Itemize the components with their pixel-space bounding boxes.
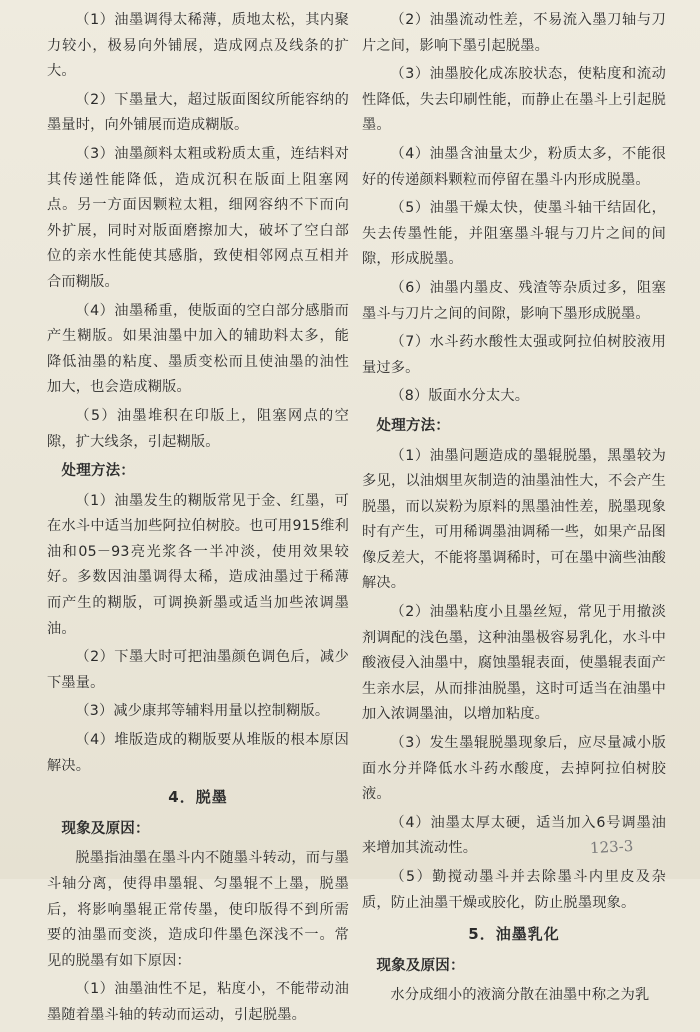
paragraph: （4）油墨含油量太少，粉质太多，不能很好的传递颜料颗粒而停留在墨斗内形成脱墨。 <box>362 145 666 188</box>
section-title-ink-stripping: 4．脱墨 <box>168 788 228 807</box>
paragraph: （1）油墨问题造成的墨辊脱墨，黑墨较为多见，以油烟里灰制造的油墨油性大，不会产生脱墨，而以炭粉为原料的黑墨油性差，脱墨现象时有产生，可用稀调墨油调稀一些，如果产品图像反差大，不能将墨调稀时，可在墨中滴些油酸解决。 <box>362 447 666 592</box>
paragraph: （5）勤搅动墨斗并去除墨斗内里皮及杂质，防止油墨干燥或胶化，防止脱墨现象。 <box>362 869 666 911</box>
subheading-phenomena: 现象及原因： <box>376 957 465 974</box>
section-title-ink-emulsification: 5．油墨乳化 <box>468 925 560 944</box>
paragraph: （2）油墨粘度小且墨丝短，常见于用撤淡剂调配的浅色墨，这种油墨极容易乳化，水斗中酸液侵入油墨中，腐蚀墨辊表面，使墨辊表面产生亲水层，从而排油脱墨，这时可适当在油墨中加入浓调墨油，以增加粘度。 <box>362 604 666 723</box>
paragraph: （6）油墨内墨皮、残渣等杂质过多，阻塞墨斗与刀片之间的间隙，影响下墨形成脱墨。 <box>362 279 666 322</box>
paragraph: 水分成细小的液滴分散在油墨中称之为乳 <box>390 987 650 1004</box>
paragraph: （1）油墨调得太稀薄，质地太松，其内聚力较小，极易向外铺展，造成网点及线条的扩大。 <box>47 12 349 80</box>
paragraph: （8）版面水分太大。 <box>390 388 530 405</box>
subheading-phenomena: 现象及原因： <box>61 820 150 837</box>
paragraph: （3）减少康邦等辅料用量以控制糊版。 <box>75 703 330 720</box>
paragraph: （5）油墨干燥太快，使墨斗轴干结固化，失去传墨性能，并阻塞墨斗辊与刀片之间的间隙，形成脱墨。 <box>362 200 666 268</box>
paragraph: （5）油墨堆积在印版上，阻塞网点的空隙，扩大线条，引起糊版。 <box>47 407 349 450</box>
paragraph: （2）下墨量大，超过版面图纹所能容纳的墨量时，向外铺展而造成糊版。 <box>47 91 349 134</box>
paragraph: （3）发生墨辊脱墨现象后，应尽量减小版面水分并降低水斗药水酸度，去掉阿拉伯树胶液。 <box>362 735 666 803</box>
paragraph: （3）油墨颜料太粗或粉质太重，连结料对其传递性能降低，造成沉积在版面上阻塞网点。另一方面因颗粒太粗，细网容纳不下而向外扩展，同时对版面磨擦加大，破坏了空白部位的亲水性能使其感脂，致使相邻网点互相并合而糊版。 <box>47 145 349 290</box>
paragraph: （4）堆版造成的糊版要从堆版的根本原因解决。 <box>47 732 349 774</box>
left-column <box>47 8 349 1032</box>
paragraph: （3）油墨胶化成冻胶状态，使粘度和流动性降低，失去印刷性能，而静止在墨斗上引起脱墨。 <box>362 66 666 134</box>
paragraph: （2）油墨流动性差，不易流入墨刀轴与刀片之间，影响下墨引起脱墨。 <box>362 12 666 54</box>
paragraph: （4）油墨稀重，使版面的空白部分感脂而产生糊版。如果油墨中加入的辅助料太多，能降低油墨的粘度、墨质变松而且使油墨的油性加大，也会造成糊版。 <box>47 302 349 396</box>
paragraph: （1）油墨油性不足，粘度小，不能带动油墨随着墨斗轴的转动而运动，引起脱墨。 <box>47 981 349 1023</box>
handwritten-page-mark: 123-3 <box>589 836 634 858</box>
paragraph: （7）水斗药水酸性太强或阿拉伯树胶液用量过多。 <box>362 334 666 376</box>
paragraph: 脱墨指油墨在墨斗内不随墨斗转动，而与墨斗轴分离，使得串墨辊、匀墨辊不上墨，脱墨后，将影响墨辊正常传墨，使印版得不到所需要的油墨而变淡，造成印件墨色深浅不一。常见的脱墨有如下原因： <box>47 850 349 969</box>
paragraph: （4）油墨太厚太硬，适当加入6号调墨油来增加其流动性。 <box>362 814 666 857</box>
paragraph: （1）油墨发生的糊版常见于金、红墨，可在水斗中适当加些阿拉伯树胶。也可用915维利油和05－93亮光浆各一半冲淡，使用效果较好。多数因油墨调得太稀，造成油墨过于稀薄而产生的糊版，可调换新墨或适当加些浓调墨油。 <box>47 492 349 637</box>
right-column <box>362 8 666 1012</box>
subheading-treatment: 处理方法： <box>61 463 135 480</box>
paragraph: （2）下墨大时可把油墨颜色调色后，减少下墨量。 <box>47 649 349 691</box>
subheading-treatment: 处理方法： <box>376 417 450 434</box>
